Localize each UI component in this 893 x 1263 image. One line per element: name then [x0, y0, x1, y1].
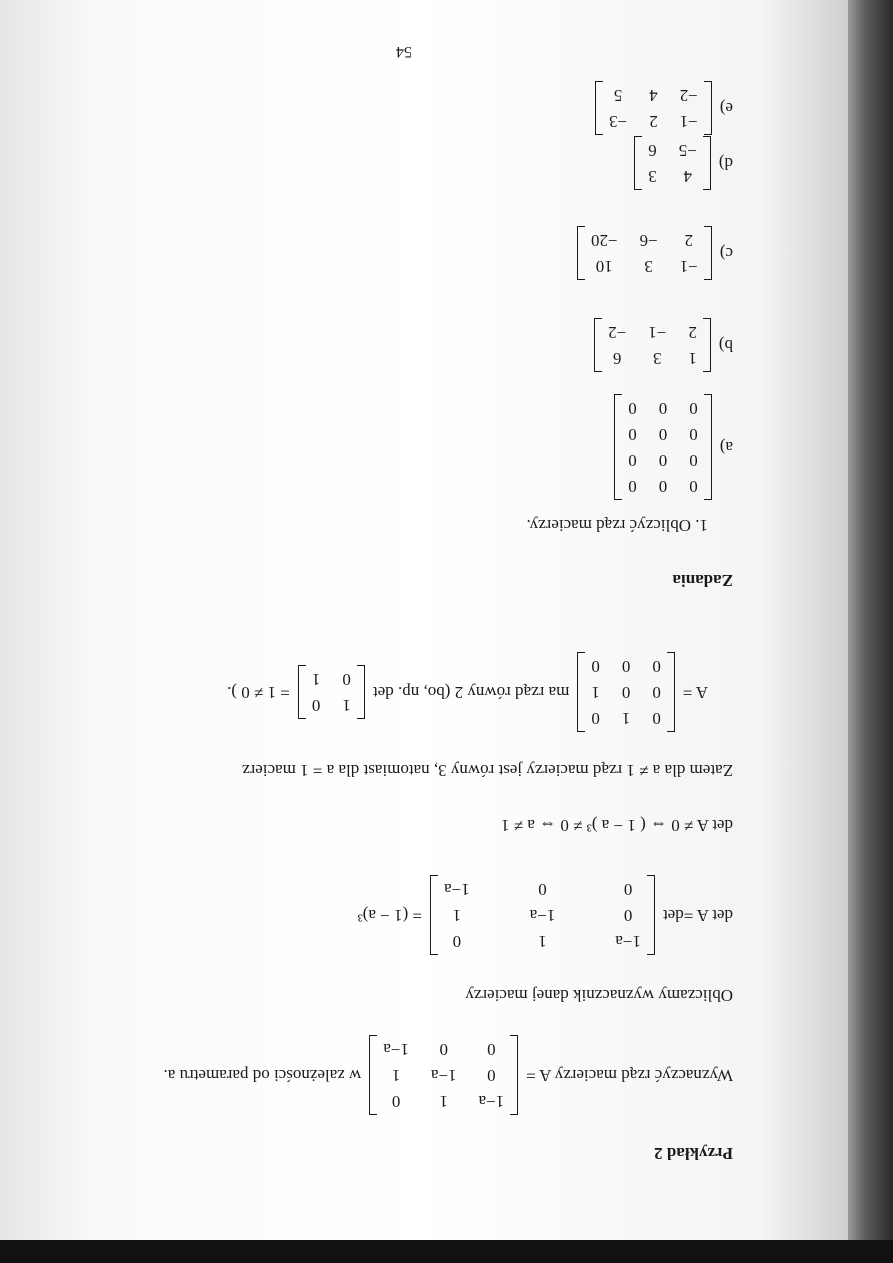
det-result: = (1 − a)³ [357, 906, 423, 925]
matrix-cell: 3 [644, 257, 653, 276]
heading-example: Przykład 2 [654, 1144, 733, 1163]
a1-text: ma rząd równy 2 (bo, np. det [372, 683, 570, 702]
a1-end: = 1 ≠ 0 ). [227, 683, 290, 702]
matrix-cell: 0 [689, 451, 698, 470]
task-e-label: e) [719, 99, 733, 118]
matrix-cell: 0 [689, 425, 698, 444]
matrix-cell: 1−a [430, 1066, 457, 1085]
matrix-task-b [594, 318, 711, 372]
matrix-cell: 1 [311, 670, 321, 689]
matrix-cell: 1−a [444, 880, 470, 899]
matrix-cell: 2 [649, 112, 658, 131]
matrix-cell: 5 [613, 86, 623, 105]
matrix-cell: 0 [658, 451, 668, 470]
matrix-cell: −5 [678, 141, 697, 160]
matrix-cell: 2 [684, 231, 693, 250]
matrix-cell: 0 [689, 399, 698, 418]
matrix-bracket-left [510, 1035, 518, 1115]
matrix-cell: 3 [653, 349, 662, 368]
det-line [358, 875, 733, 955]
matrix-cell: 0 [439, 1040, 449, 1059]
matrix-cell: 2 [688, 323, 697, 342]
matrix-cell: 0 [487, 1066, 496, 1085]
matrix-cell: 0 [487, 1040, 496, 1059]
matrix-bracket-right [577, 652, 585, 732]
matrix-cell: 10 [595, 257, 613, 276]
task-d [634, 136, 733, 190]
matrix-cell: 0 [621, 657, 631, 676]
matrix-task-d [634, 136, 711, 190]
matrix-cell: 6 [648, 141, 657, 160]
matrix-cell: −20 [591, 231, 618, 250]
matrix-bracket-right [298, 665, 306, 719]
matrix-cell: 0 [652, 709, 661, 728]
matrix-cell: 1−a [615, 932, 641, 951]
matrix-bracket-right [430, 875, 438, 955]
matrix-cell: 0 [311, 696, 321, 715]
matrix-cell: 0 [452, 932, 462, 951]
matrix-bracket-left [704, 226, 712, 280]
matrix-cell: 0 [652, 657, 661, 676]
matrix-cell: 0 [628, 399, 637, 418]
a1-label: A = [682, 683, 708, 702]
matrix-minor [298, 665, 365, 719]
task-intro-before: Wyznaczyć rząd macierzy A = [526, 1066, 733, 1085]
matrix-bracket-left [704, 81, 712, 135]
matrix-cell: 0 [623, 906, 633, 925]
matrix-cell: 0 [591, 657, 600, 676]
task-a [614, 394, 733, 500]
matrix-cell: 0 [391, 1092, 401, 1111]
matrix-task-a [614, 394, 712, 500]
matrix-a1 [577, 652, 675, 732]
det-label: det A =det [662, 906, 733, 925]
matrix-bracket-right [369, 1035, 377, 1115]
matrix-cell: 4 [649, 86, 658, 105]
matrix-bracket-left [647, 875, 655, 955]
matrix-det [430, 875, 655, 955]
matrix-cell: 0 [342, 670, 351, 689]
matrix-bracket-right [577, 226, 585, 280]
det-condition: det A ≠ 0 ⇔ ( 1 − a )³ ≠ 0 ⇔ a ≠ 1 [500, 816, 733, 835]
matrix-cell: 1 [538, 932, 547, 951]
matrix-cell: 0 [658, 477, 668, 496]
task-c-label: c) [719, 244, 733, 263]
matrix-cell: 1 [591, 683, 600, 702]
book-gutter [848, 0, 893, 1263]
matrix-cell: 3 [648, 167, 657, 186]
matrix-cell: 0 [658, 425, 668, 444]
matrix-bracket-left [703, 136, 711, 190]
matrix-cell: 1−a [478, 1092, 505, 1111]
task-c [577, 226, 733, 280]
matrix-bracket-right [634, 136, 642, 190]
matrix-cell: 0 [538, 880, 547, 899]
matrix-bracket-left [667, 652, 675, 732]
matrix-cell: −1 [679, 112, 698, 131]
task-intro-after: w zależności od parametru a. [163, 1066, 362, 1085]
matrix-task-c [577, 226, 712, 280]
matrix-cell: −6 [639, 231, 658, 250]
matrix-cell: 0 [689, 477, 698, 496]
heading-tasks: Zadania [672, 571, 733, 590]
scan-edge [0, 1240, 893, 1263]
matrix-bracket-right [594, 318, 602, 372]
task-b-label: b) [718, 336, 733, 355]
matrix-cell: 1 [342, 696, 351, 715]
task-e [595, 81, 733, 135]
matrix-cell: 1 [439, 1092, 449, 1111]
matrix-cell: 4 [683, 167, 693, 186]
task-d-label: d) [718, 154, 733, 173]
matrix-bracket-left [357, 665, 365, 719]
matrix-cell: 0 [658, 399, 668, 418]
matrix-cell: 1−a [383, 1040, 409, 1059]
matrix-bracket-right [595, 81, 603, 135]
matrix-cell: −1 [648, 323, 667, 342]
matrix-cell: −2 [679, 86, 698, 105]
matrix-cell: 0 [628, 477, 637, 496]
matrix-cell: 6 [612, 349, 622, 368]
matrix-cell: 1 [621, 709, 631, 728]
matrix-cell: −1 [679, 257, 698, 276]
matrix-bracket-right [614, 394, 622, 500]
matrix-a [369, 1035, 518, 1115]
task1-text: 1. Obliczyć rząd macierzy. [526, 516, 708, 535]
matrix-cell: −2 [608, 323, 627, 342]
matrix-bracket-left [703, 318, 711, 372]
matrix-cell: 0 [628, 425, 637, 444]
matrix-cell: 0 [628, 451, 637, 470]
compute-text: Obliczamy wyznacznik danej macierzy [465, 986, 733, 1005]
task-intro-line [164, 1035, 733, 1115]
matrix-cell: 1 [688, 349, 697, 368]
matrix-cell: 0 [621, 683, 631, 702]
a1-line [227, 652, 708, 732]
task-b [594, 318, 733, 372]
matrix-cell: 1 [452, 906, 462, 925]
matrix-cell: 1 [391, 1066, 401, 1085]
page-number: 54 [396, 43, 412, 60]
conclusion-text: Zatem dla a ≠ 1 rząd macierzy jest równy 3, natomiast dla a = 1 macierz [242, 761, 733, 780]
task-a-label: a) [719, 438, 733, 457]
matrix-task-e [595, 81, 712, 135]
matrix-cell: 1−a [529, 906, 556, 925]
matrix-bracket-left [704, 394, 712, 500]
matrix-cell: −3 [609, 112, 628, 131]
matrix-cell: 0 [623, 880, 633, 899]
matrix-cell: 0 [652, 683, 661, 702]
matrix-cell: 0 [591, 709, 600, 728]
